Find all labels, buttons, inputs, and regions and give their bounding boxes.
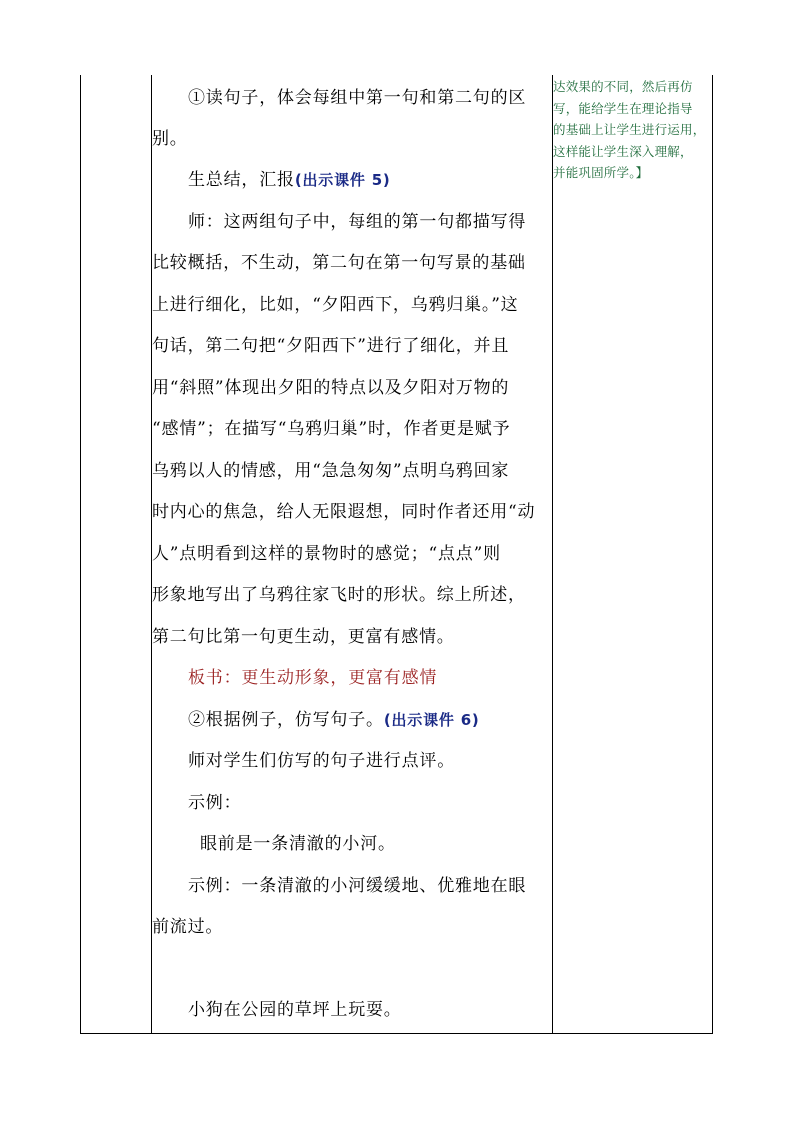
paragraph-line: 用“斜照”体现出夕阳的特点以及夕阳对万物的: [152, 378, 510, 398]
side-note-line: 并能巩固所学。】: [553, 165, 649, 180]
paragraph-line: 人”点明看到这样的景物时的感觉；“点点”则: [152, 544, 501, 564]
courseware-tag: (出示课件 6): [383, 711, 480, 729]
side-note-line: 写，能给学生在理论指导: [553, 100, 693, 116]
paragraph-line: 师：这两组句子中，每组的第一句都描写得: [188, 212, 527, 232]
paragraph-line: 第二句比第一句更生动，更富有感情。: [152, 627, 455, 647]
side-note-line: 达效果的不同，然后再仿: [553, 79, 693, 94]
paragraph-line: 别。: [152, 129, 188, 149]
paragraph-line: ①读句子，体会每组中第一句和第二句的区: [188, 88, 527, 108]
paragraph-line: 乌鸦以人的情感，用“急急匆匆”点明乌鸦回家: [152, 461, 510, 481]
paragraph-line: 上进行细化，比如，“夕阳西下，乌鸦归巢。”这: [152, 295, 519, 315]
paragraph-line: 时内心的焦急，给人无限遐想，同时作者还用“动: [152, 502, 536, 522]
paragraph-summary: [152, 160, 588, 202]
courseware-tag: (出示课件 5): [294, 171, 391, 189]
summary-text: 生总结，汇报: [188, 170, 295, 190]
side-note-line: 的基础上让学生进行运用，: [553, 122, 706, 137]
table-border-bottom: [80, 1033, 713, 1034]
practice-sentence: 小狗在公园的草坪上玩耍。: [188, 1000, 402, 1020]
paragraph-line: 比较概括，不生动，第二句在第一句写景的基础: [152, 253, 526, 273]
task-text: ②根据例子，仿写句子。: [188, 710, 384, 730]
example-label: 示例：: [188, 793, 242, 813]
paragraph-task: [152, 700, 588, 742]
paragraph-line: 形象地写出了乌鸦往家飞时的形状。综上所述，: [152, 585, 526, 605]
paragraph-line: 师对学生们仿写的句子进行点评。: [188, 751, 455, 771]
side-note-line: 这样能让学生深入理解，: [553, 143, 693, 159]
board-note: 板书：更生动形象，更富有感情: [188, 668, 438, 688]
paragraph-line: 示例：一条清澈的小河缓缓地、优雅地在眼: [188, 876, 527, 896]
table-border-right: [712, 75, 713, 1034]
table-border-left: [80, 75, 81, 1034]
paragraph-line: 句话，第二句把“夕阳西下”进行了细化，并且: [152, 336, 510, 356]
paragraph-line: “感情”；在描写“乌鸦归巢”时，作者更是赋予: [152, 419, 511, 439]
example-sentence: 眼前是一条清澈的小河。: [200, 834, 396, 854]
paragraph-line: 前流过。: [152, 917, 224, 937]
